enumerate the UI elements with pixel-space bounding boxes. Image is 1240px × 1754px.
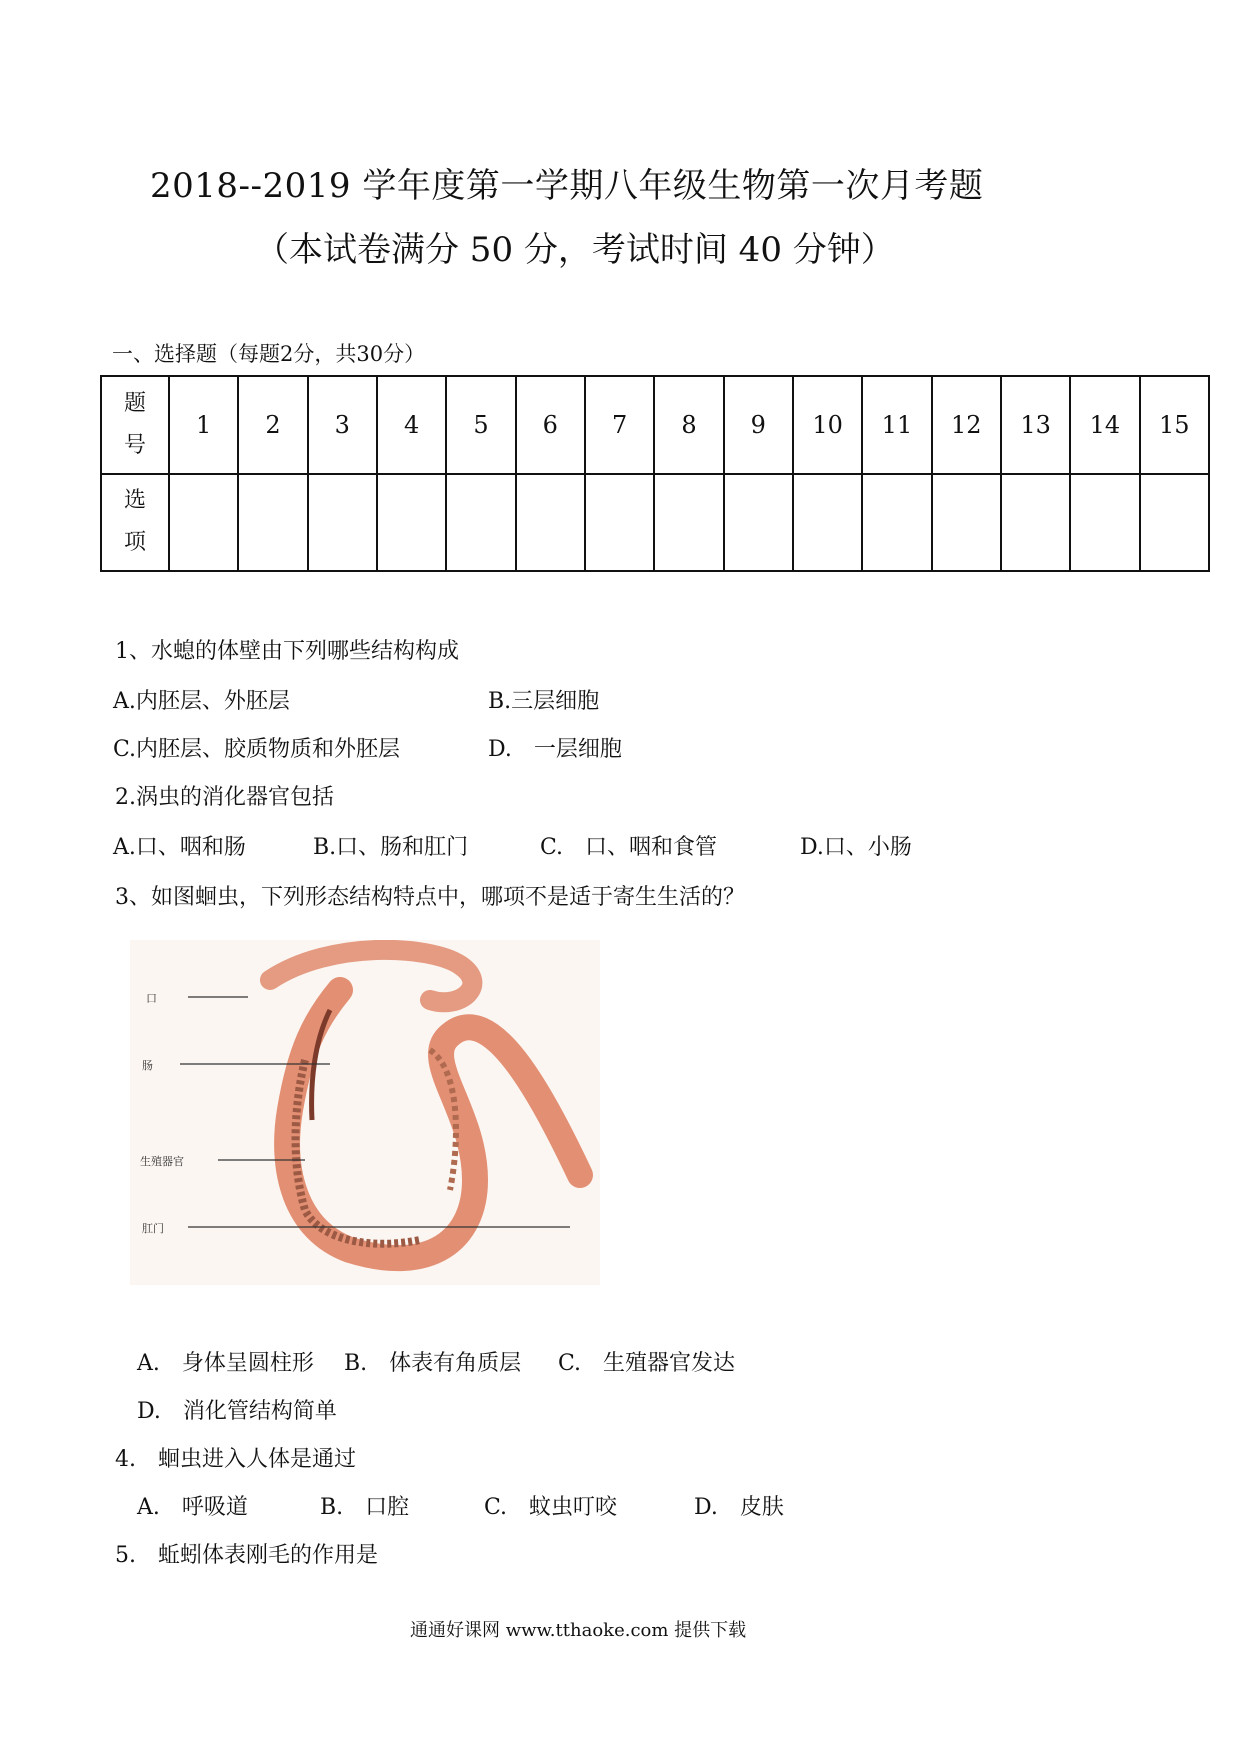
page-title: 2018--2019 学年度第一学期八年级生物第一次月考题 [150,166,984,206]
answer-cell[interactable] [932,474,1001,572]
answer-cell[interactable] [793,474,862,572]
table-number-cell: 10 [793,376,862,474]
answer-cell[interactable] [238,474,307,572]
roundworm-illustration [130,940,600,1285]
q2-option-d: D.口、小肠 [800,835,912,860]
table-number-cell: 13 [1001,376,1070,474]
q3-option-d: D. 消化管结构简单 [137,1399,337,1424]
q2-option-a: A.口、咽和肠 [113,835,246,860]
figure-label-mouth: 口 [146,992,157,1005]
q4-option-d: D. 皮肤 [694,1495,784,1520]
table-head-option: 选 项 [101,474,169,572]
answer-cell[interactable] [308,474,377,572]
q4-option-a: A. 呼吸道 [137,1495,248,1520]
table-number-cell: 2 [238,376,307,474]
figure-label-intestine: 肠 [142,1059,153,1072]
q1-option-a: A.内胚层、外胚层 [113,689,290,714]
answer-cell[interactable] [1070,474,1139,572]
table-number-cell: 14 [1070,376,1139,474]
page-footer: 通通好课网 www.tthaoke.com 提供下载 [410,1620,747,1641]
q1-option-c: C.内胚层、胶质物质和外胚层 [113,737,401,762]
q3-option-b: B. 体表有角质层 [344,1351,522,1376]
q2-option-c: C. 口、咽和食管 [540,835,718,860]
answer-cell[interactable] [169,474,238,572]
answer-cell[interactable] [377,474,446,572]
answer-table [100,375,1210,572]
table-head-number: 题 号 [101,376,169,474]
answer-cell[interactable] [1140,474,1209,572]
table-number-cell: 8 [654,376,723,474]
answer-cell[interactable] [654,474,723,572]
table-number-cell: 12 [932,376,1001,474]
table-number-cell: 6 [516,376,585,474]
page-subtitle: （本试卷满分 50 分，考试时间 40 分钟） [255,230,895,270]
table-number-cell: 1 [169,376,238,474]
q1-option-d: D. 一层细胞 [488,737,622,762]
table-number-cell: 5 [446,376,515,474]
question-4: 4. 蛔虫进入人体是通过 [115,1447,356,1472]
table-number-cell: 7 [585,376,654,474]
table-number-cell: 15 [1140,376,1209,474]
question-3: 3、如图蛔虫，下列形态结构特点中，哪项不是适于寄生生活的？ [115,885,745,910]
q3-option-c: C. 生殖器官发达 [558,1351,736,1376]
q1-option-b: B.三层细胞 [488,689,600,714]
table-number-cell: 3 [308,376,377,474]
answer-cell[interactable] [585,474,654,572]
answer-cell[interactable] [724,474,793,572]
figure-label-reproductive-organ: 生殖器官 [140,1155,184,1168]
q2-option-b: B.口、肠和肛门 [313,835,469,860]
table-row-numbers [101,376,1209,474]
answer-cell[interactable] [516,474,585,572]
answer-cell[interactable] [862,474,931,572]
table-number-cell: 9 [724,376,793,474]
figure-label-anus: 肛门 [142,1222,164,1235]
question-2: 2.涡虫的消化器官包括 [115,785,334,810]
answer-cell[interactable] [446,474,515,572]
q4-option-c: C. 蚊虫叮咬 [484,1495,618,1520]
q4-option-b: B. 口腔 [320,1495,410,1520]
table-number-cell: 11 [862,376,931,474]
roundworm-figure [130,940,600,1285]
table-number-cell: 4 [377,376,446,474]
table-row-answers [101,474,1209,572]
q3-option-a: A. 身体呈圆柱形 [137,1351,314,1376]
question-5: 5. 蚯蚓体表刚毛的作用是 [115,1543,378,1568]
section-heading: 一、选择题（每题2分，共30分） [112,342,426,366]
question-1: 1、水螅的体壁由下列哪些结构构成 [115,639,459,664]
answer-cell[interactable] [1001,474,1070,572]
